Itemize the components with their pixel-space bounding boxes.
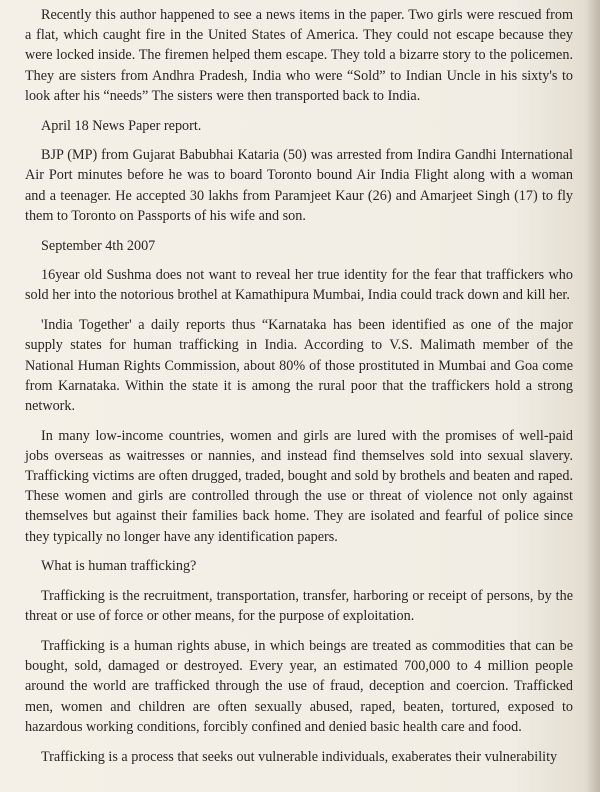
- paragraph-april-report-heading: April 18 News Paper report.: [41, 117, 202, 134]
- paragraph-human-rights-abuse: Trafficking is a human rights abuse, in which beings are treated as commodities that can be bought, sold, damaged or destroyed. Every year, an estimated 700,000 to 4 million people around the world are trafficked through the use of fraud, deception and coercion. Trafficked men, women and children are often sexually abused, raped, beaten, tortured, exposed to hazardous working conditions, forcibly confined and denied basic health care and food.: [25, 637, 573, 735]
- paragraph-what-is-trafficking-heading: What is human trafficking?: [41, 558, 197, 575]
- paragraph-september-date-heading: September 4th 2007: [41, 237, 156, 254]
- page-edge-shadow: [586, 0, 600, 792]
- paragraph-sushma: 16year old Sushma does not want to reveal her true identity for the fear that traffickers who sold her into the notorious brothel at Kamathipura Mumbai, India could track down and kill her.: [25, 267, 573, 304]
- paragraph-trafficking-definition: Trafficking is the recruitment, transportation, transfer, harboring or receipt of persons, by the threat or use of force or other means, for the purpose of exploitation.: [25, 588, 573, 625]
- paragraph-trafficking-process: Trafficking is a process that seeks out vulnerable individuals, exaberates their vulnerability: [41, 748, 558, 765]
- paragraph-news-item-rescue: Recently this author happened to see a news items in the paper. Two girls were rescued from a flat, which caught fire in the United States of America. They could not escape because they were locked inside. The firemen helped them escape. They told a bizarre story to the policemen. They are sisters from Andhra Pradesh, India who were “Sold” to Indian Uncle in his sixty's to look after his “needs” The sisters were then transported back to India.: [25, 7, 573, 104]
- paragraph-low-income-countries: In many low-income countries, women and girls are lured with the promises of well-paid jobs overseas as waitresses or nannies, and instead find themselves sold into sexual slavery. Trafficking victims are often drugged, traded, bought and sold by brothels and beaten and raped. These women and girls are controlled through the use or threat of violence not only against themselves but against their families back home. They are isolated and fearful of police since they typically no longer have any identification papers.: [25, 427, 573, 545]
- page-body-text: [25, 5, 573, 776]
- paragraph-india-together: 'India Together' a daily reports thus “Karnataka has been identified as one of the major supply states for human trafficking in India. According to V.S. Malimath member of the National Human Rights Commission, about 80% of those prostituted in Mumbai and Goa come from Karnataka. Within the state it is among the rural poor that the traffickers hold a strong network.: [25, 317, 573, 414]
- paragraph-bjp-arrest: BJP (MP) from Gujarat Babubhai Kataria (50) was arrested from Indira Gandhi International Air Port minutes before he was to board Toronto bound Air India Flight along with a woman and a teenager. He accepted 30 lakhs from Paramjeet Kaur (26) and Amarjeet Singh (17) to fly them to Toronto on Passports of his wife and son.: [25, 147, 573, 224]
